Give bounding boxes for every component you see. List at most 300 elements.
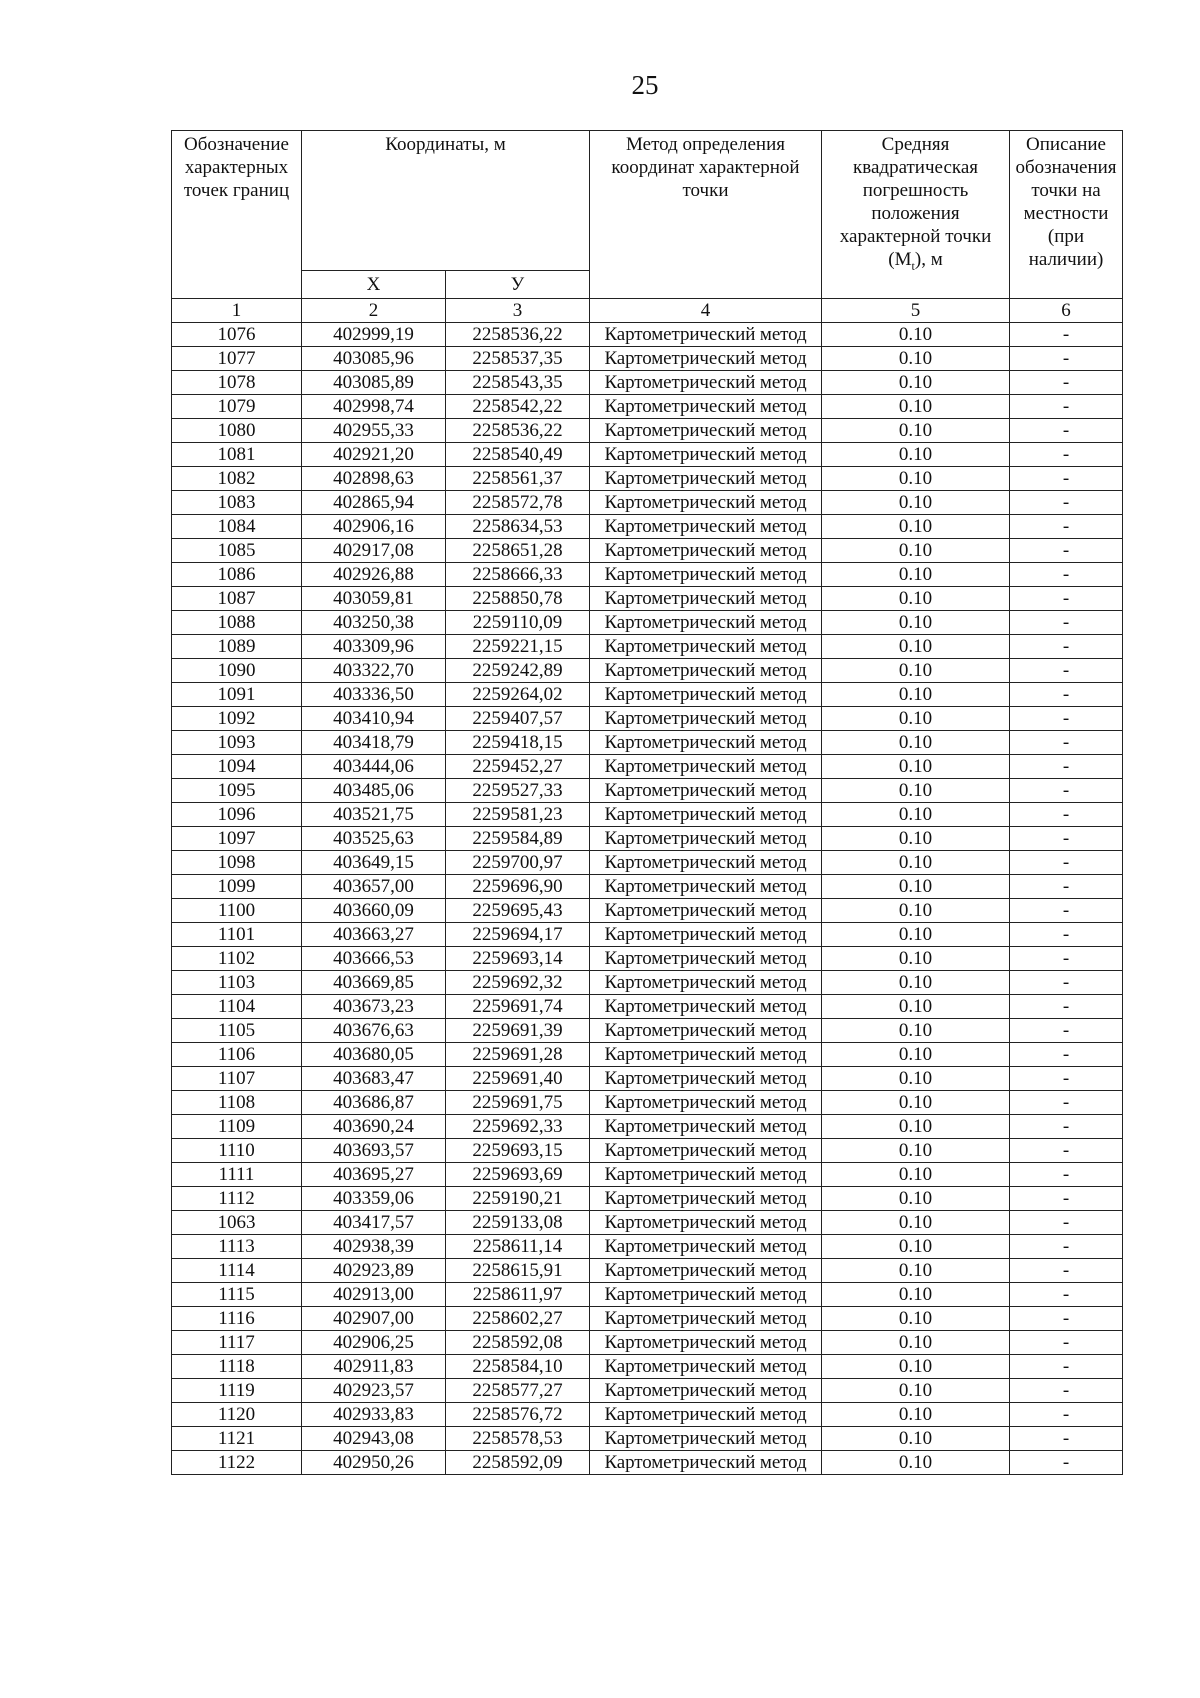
cell-description: - (1010, 971, 1123, 995)
cell-point-id: 1109 (172, 1115, 302, 1139)
cell-y: 2259691,74 (446, 995, 590, 1019)
cell-y: 2258611,97 (446, 1283, 590, 1307)
cell-x: 402907,00 (302, 1307, 446, 1331)
cell-x: 402955,33 (302, 419, 446, 443)
cell-mean-error: 0.10 (822, 707, 1010, 731)
cell-x: 403695,27 (302, 1163, 446, 1187)
cell-description: - (1010, 899, 1123, 923)
cell-method: Картометрический метод (590, 1043, 822, 1067)
cell-description: - (1010, 1427, 1123, 1451)
cell-method: Картометрический метод (590, 1235, 822, 1259)
table-row (172, 467, 1123, 491)
cell-point-id: 1088 (172, 611, 302, 635)
cell-mean-error: 0.10 (822, 971, 1010, 995)
table-row (172, 731, 1123, 755)
table-row (172, 491, 1123, 515)
cell-description: - (1010, 467, 1123, 491)
cell-mean-error: 0.10 (822, 731, 1010, 755)
header-mean-error-text: Средняя квадратическая погрешность положения характерной точки (M (839, 134, 992, 270)
cell-method: Картометрический метод (590, 587, 822, 611)
table-row (172, 323, 1123, 347)
table-row (172, 1355, 1123, 1379)
cell-description: - (1010, 395, 1123, 419)
cell-point-id: 1106 (172, 1043, 302, 1067)
cell-y: 2259693,69 (446, 1163, 590, 1187)
cell-x: 402923,89 (302, 1259, 446, 1283)
cell-method: Картометрический метод (590, 611, 822, 635)
cell-x: 402933,83 (302, 1403, 446, 1427)
cell-method: Картометрический метод (590, 1139, 822, 1163)
cell-description: - (1010, 443, 1123, 467)
cell-point-id: 1108 (172, 1091, 302, 1115)
cell-description: - (1010, 539, 1123, 563)
table-row (172, 1259, 1123, 1283)
cell-description: - (1010, 803, 1123, 827)
cell-point-id: 1111 (172, 1163, 302, 1187)
cell-method: Картометрический метод (590, 755, 822, 779)
cell-y: 2259700,97 (446, 851, 590, 875)
cell-x: 403322,70 (302, 659, 446, 683)
column-number: 1 (172, 299, 302, 323)
cell-method: Картометрический метод (590, 659, 822, 683)
cell-y: 2259584,89 (446, 827, 590, 851)
cell-y: 2258666,33 (446, 563, 590, 587)
header-y: У (446, 271, 590, 299)
cell-description: - (1010, 1235, 1123, 1259)
cell-mean-error: 0.10 (822, 947, 1010, 971)
cell-description: - (1010, 419, 1123, 443)
cell-description: - (1010, 371, 1123, 395)
cell-point-id: 1086 (172, 563, 302, 587)
cell-x: 403525,63 (302, 827, 446, 851)
cell-description: - (1010, 659, 1123, 683)
table-row (172, 683, 1123, 707)
cell-method: Картометрический метод (590, 1331, 822, 1355)
cell-description: - (1010, 1187, 1123, 1211)
cell-y: 2259691,39 (446, 1019, 590, 1043)
cell-method: Картометрический метод (590, 323, 822, 347)
cell-method: Картометрический метод (590, 347, 822, 371)
table-row (172, 899, 1123, 923)
cell-y: 2258615,91 (446, 1259, 590, 1283)
table-row (172, 1115, 1123, 1139)
cell-x: 402911,83 (302, 1355, 446, 1379)
cell-mean-error: 0.10 (822, 1331, 1010, 1355)
cell-mean-error: 0.10 (822, 1283, 1010, 1307)
cell-point-id: 1092 (172, 707, 302, 731)
table-row (172, 923, 1123, 947)
column-number: 5 (822, 299, 1010, 323)
cell-point-id: 1101 (172, 923, 302, 947)
cell-description: - (1010, 635, 1123, 659)
cell-mean-error: 0.10 (822, 1091, 1010, 1115)
cell-point-id: 1122 (172, 1451, 302, 1475)
table-row (172, 347, 1123, 371)
table-row (172, 419, 1123, 443)
cell-method: Картометрический метод (590, 1427, 822, 1451)
cell-point-id: 1094 (172, 755, 302, 779)
cell-method: Картометрический метод (590, 1283, 822, 1307)
cell-y: 2259242,89 (446, 659, 590, 683)
cell-point-id: 1089 (172, 635, 302, 659)
table-row (172, 611, 1123, 635)
table-row (172, 1379, 1123, 1403)
cell-mean-error: 0.10 (822, 443, 1010, 467)
table-row (172, 779, 1123, 803)
table-row (172, 539, 1123, 563)
cell-mean-error: 0.10 (822, 1307, 1010, 1331)
cell-y: 2258602,27 (446, 1307, 590, 1331)
cell-point-id: 1093 (172, 731, 302, 755)
cell-x: 403693,57 (302, 1139, 446, 1163)
cell-description: - (1010, 347, 1123, 371)
table-row (172, 947, 1123, 971)
cell-mean-error: 0.10 (822, 635, 1010, 659)
cell-x: 403690,24 (302, 1115, 446, 1139)
cell-method: Картометрический метод (590, 683, 822, 707)
cell-y: 2258536,22 (446, 323, 590, 347)
cell-point-id: 1083 (172, 491, 302, 515)
cell-point-id: 1112 (172, 1187, 302, 1211)
cell-y: 2259452,27 (446, 755, 590, 779)
cell-method: Картометрический метод (590, 1355, 822, 1379)
cell-x: 403673,23 (302, 995, 446, 1019)
cell-point-id: 1114 (172, 1259, 302, 1283)
cell-x: 403660,09 (302, 899, 446, 923)
table-row (172, 1235, 1123, 1259)
cell-y: 2258572,78 (446, 491, 590, 515)
table-row (172, 587, 1123, 611)
cell-description: - (1010, 611, 1123, 635)
cell-description: - (1010, 515, 1123, 539)
cell-mean-error: 0.10 (822, 515, 1010, 539)
table-row (172, 827, 1123, 851)
cell-x: 403666,53 (302, 947, 446, 971)
cell-x: 402898,63 (302, 467, 446, 491)
cell-method: Картометрический метод (590, 419, 822, 443)
cell-method: Картометрический метод (590, 539, 822, 563)
cell-x: 402938,39 (302, 1235, 446, 1259)
cell-x: 403418,79 (302, 731, 446, 755)
page-number: 25 (631, 70, 659, 100)
cell-method: Картометрический метод (590, 923, 822, 947)
cell-description: - (1010, 1403, 1123, 1427)
cell-method: Картометрический метод (590, 803, 822, 827)
table-row (172, 515, 1123, 539)
cell-description: - (1010, 1115, 1123, 1139)
cell-point-id: 1081 (172, 443, 302, 467)
header-method: Метод определения координат характерной точки (590, 131, 822, 299)
header-description: Описание обозначения точки на местности (при наличии) (1010, 131, 1123, 299)
table-row (172, 1187, 1123, 1211)
cell-y: 2258540,49 (446, 443, 590, 467)
cell-description: - (1010, 1043, 1123, 1067)
table-row (172, 1307, 1123, 1331)
cell-x: 403521,75 (302, 803, 446, 827)
table-row (172, 1043, 1123, 1067)
table-body (172, 323, 1123, 1475)
cell-x: 402926,88 (302, 563, 446, 587)
cell-method: Картометрический метод (590, 899, 822, 923)
cell-description: - (1010, 683, 1123, 707)
cell-x: 403359,06 (302, 1187, 446, 1211)
header-x: Х (302, 271, 446, 299)
cell-x: 402998,74 (302, 395, 446, 419)
cell-description: - (1010, 827, 1123, 851)
cell-method: Картометрический метод (590, 1259, 822, 1283)
cell-point-id: 1096 (172, 803, 302, 827)
cell-point-id: 1098 (172, 851, 302, 875)
cell-method: Картометрический метод (590, 1067, 822, 1091)
cell-point-id: 1121 (172, 1427, 302, 1451)
cell-x: 403657,00 (302, 875, 446, 899)
cell-description: - (1010, 1379, 1123, 1403)
cell-method: Картометрический метод (590, 395, 822, 419)
cell-description: - (1010, 707, 1123, 731)
cell-method: Картометрический метод (590, 995, 822, 1019)
cell-x: 403676,63 (302, 1019, 446, 1043)
cell-y: 2259133,08 (446, 1211, 590, 1235)
cell-description: - (1010, 923, 1123, 947)
cell-method: Картометрический метод (590, 875, 822, 899)
cell-y: 2258536,22 (446, 419, 590, 443)
cell-description: - (1010, 851, 1123, 875)
cell-mean-error: 0.10 (822, 467, 1010, 491)
cell-x: 403649,15 (302, 851, 446, 875)
cell-method: Картометрический метод (590, 827, 822, 851)
cell-x: 402865,94 (302, 491, 446, 515)
cell-x: 402950,26 (302, 1451, 446, 1475)
table-row (172, 707, 1123, 731)
cell-description: - (1010, 1163, 1123, 1187)
cell-point-id: 1082 (172, 467, 302, 491)
header-point-designation: Обозначение характерных точек границ (172, 131, 302, 299)
cell-description: - (1010, 1211, 1123, 1235)
cell-method: Картометрический метод (590, 1163, 822, 1187)
cell-mean-error: 0.10 (822, 1115, 1010, 1139)
coordinates-table (171, 130, 1123, 1475)
cell-method: Картометрический метод (590, 1403, 822, 1427)
cell-description: - (1010, 563, 1123, 587)
cell-method: Картометрический метод (590, 635, 822, 659)
header-mean-error (822, 131, 1010, 299)
cell-x: 403410,94 (302, 707, 446, 731)
cell-mean-error: 0.10 (822, 995, 1010, 1019)
cell-point-id: 1103 (172, 971, 302, 995)
cell-point-id: 1113 (172, 1235, 302, 1259)
cell-description: - (1010, 323, 1123, 347)
cell-point-id: 1095 (172, 779, 302, 803)
cell-mean-error: 0.10 (822, 1163, 1010, 1187)
cell-description: - (1010, 1067, 1123, 1091)
cell-y: 2259418,15 (446, 731, 590, 755)
cell-method: Картометрический метод (590, 779, 822, 803)
cell-method: Картометрический метод (590, 515, 822, 539)
cell-point-id: 1105 (172, 1019, 302, 1043)
cell-mean-error: 0.10 (822, 1403, 1010, 1427)
table-row (172, 443, 1123, 467)
table-row (172, 851, 1123, 875)
cell-mean-error: 0.10 (822, 779, 1010, 803)
cell-x: 403250,38 (302, 611, 446, 635)
cell-description: - (1010, 1283, 1123, 1307)
cell-y: 2258584,10 (446, 1355, 590, 1379)
cell-x: 403085,96 (302, 347, 446, 371)
cell-y: 2258561,37 (446, 467, 590, 491)
cell-method: Картометрический метод (590, 707, 822, 731)
cell-mean-error: 0.10 (822, 1379, 1010, 1403)
cell-point-id: 1079 (172, 395, 302, 419)
column-number: 6 (1010, 299, 1123, 323)
cell-point-id: 1076 (172, 323, 302, 347)
cell-y: 2259110,09 (446, 611, 590, 635)
cell-mean-error: 0.10 (822, 491, 1010, 515)
cell-x: 403085,89 (302, 371, 446, 395)
header-coordinates: Координаты, м (302, 131, 590, 271)
cell-description: - (1010, 1259, 1123, 1283)
table-row (172, 803, 1123, 827)
cell-description: - (1010, 1139, 1123, 1163)
cell-mean-error: 0.10 (822, 419, 1010, 443)
cell-mean-error: 0.10 (822, 1355, 1010, 1379)
cell-description: - (1010, 875, 1123, 899)
cell-description: - (1010, 1091, 1123, 1115)
cell-point-id: 1091 (172, 683, 302, 707)
table-row (172, 1067, 1123, 1091)
cell-y: 2259691,75 (446, 1091, 590, 1115)
cell-y: 2259581,23 (446, 803, 590, 827)
cell-y: 2259692,33 (446, 1115, 590, 1139)
cell-x: 403680,05 (302, 1043, 446, 1067)
cell-point-id: 1078 (172, 371, 302, 395)
cell-x: 403485,06 (302, 779, 446, 803)
cell-mean-error: 0.10 (822, 899, 1010, 923)
cell-mean-error: 0.10 (822, 1211, 1010, 1235)
cell-x: 402917,08 (302, 539, 446, 563)
header-mean-error-unit: ), м (914, 249, 943, 270)
cell-y: 2258576,72 (446, 1403, 590, 1427)
table-row (172, 371, 1123, 395)
table-row (172, 1139, 1123, 1163)
cell-mean-error: 0.10 (822, 1259, 1010, 1283)
cell-method: Картометрический метод (590, 947, 822, 971)
cell-y: 2259696,90 (446, 875, 590, 899)
cell-y: 2259695,43 (446, 899, 590, 923)
cell-y: 2259692,32 (446, 971, 590, 995)
cell-point-id: 1119 (172, 1379, 302, 1403)
cell-x: 403336,50 (302, 683, 446, 707)
cell-point-id: 1110 (172, 1139, 302, 1163)
table-row (172, 1427, 1123, 1451)
table-row (172, 1331, 1123, 1355)
cell-x: 403309,96 (302, 635, 446, 659)
cell-mean-error: 0.10 (822, 1235, 1010, 1259)
table-row (172, 1019, 1123, 1043)
cell-y: 2258611,14 (446, 1235, 590, 1259)
cell-method: Картометрический метод (590, 851, 822, 875)
cell-point-id: 1120 (172, 1403, 302, 1427)
cell-method: Картометрический метод (590, 1187, 822, 1211)
cell-method: Картометрический метод (590, 563, 822, 587)
cell-y: 2259694,17 (446, 923, 590, 947)
cell-mean-error: 0.10 (822, 659, 1010, 683)
column-number: 2 (302, 299, 446, 323)
cell-description: - (1010, 995, 1123, 1019)
cell-y: 2258592,08 (446, 1331, 590, 1355)
table-row (172, 659, 1123, 683)
table-row (172, 563, 1123, 587)
cell-description: - (1010, 1307, 1123, 1331)
cell-y: 2259691,28 (446, 1043, 590, 1067)
cell-mean-error: 0.10 (822, 347, 1010, 371)
table-row (172, 971, 1123, 995)
cell-mean-error: 0.10 (822, 371, 1010, 395)
cell-mean-error: 0.10 (822, 587, 1010, 611)
cell-x: 402943,08 (302, 1427, 446, 1451)
cell-description: - (1010, 1355, 1123, 1379)
cell-y: 2258850,78 (446, 587, 590, 611)
cell-y: 2258542,22 (446, 395, 590, 419)
table-row (172, 1211, 1123, 1235)
cell-description: - (1010, 1331, 1123, 1355)
cell-point-id: 1085 (172, 539, 302, 563)
cell-point-id: 1116 (172, 1307, 302, 1331)
cell-y: 2258592,09 (446, 1451, 590, 1475)
cell-method: Картометрический метод (590, 371, 822, 395)
cell-mean-error: 0.10 (822, 1427, 1010, 1451)
cell-point-id: 1117 (172, 1331, 302, 1355)
cell-point-id: 1099 (172, 875, 302, 899)
cell-mean-error: 0.10 (822, 1139, 1010, 1163)
cell-mean-error: 0.10 (822, 683, 1010, 707)
cell-point-id: 1090 (172, 659, 302, 683)
cell-method: Картометрический метод (590, 467, 822, 491)
cell-point-id: 1084 (172, 515, 302, 539)
cell-point-id: 1104 (172, 995, 302, 1019)
cell-description: - (1010, 755, 1123, 779)
cell-y: 2258634,53 (446, 515, 590, 539)
table-row (172, 1283, 1123, 1307)
cell-mean-error: 0.10 (822, 803, 1010, 827)
cell-point-id: 1077 (172, 347, 302, 371)
cell-method: Картометрический метод (590, 443, 822, 467)
cell-method: Картометрический метод (590, 1019, 822, 1043)
table-row (172, 635, 1123, 659)
cell-method: Картометрический метод (590, 1091, 822, 1115)
cell-method: Картометрический метод (590, 1211, 822, 1235)
cell-mean-error: 0.10 (822, 827, 1010, 851)
cell-description: - (1010, 587, 1123, 611)
cell-y: 2259221,15 (446, 635, 590, 659)
table-header (172, 131, 1123, 323)
cell-point-id: 1080 (172, 419, 302, 443)
cell-method: Картометрический метод (590, 1379, 822, 1403)
cell-mean-error: 0.10 (822, 1043, 1010, 1067)
cell-description: - (1010, 779, 1123, 803)
cell-y: 2259527,33 (446, 779, 590, 803)
cell-description: - (1010, 947, 1123, 971)
cell-x: 403417,57 (302, 1211, 446, 1235)
cell-mean-error: 0.10 (822, 563, 1010, 587)
header-mean-error-subscript: t (911, 258, 915, 273)
table-row (172, 995, 1123, 1019)
cell-point-id: 1097 (172, 827, 302, 851)
column-number: 3 (446, 299, 590, 323)
cell-y: 2259407,57 (446, 707, 590, 731)
cell-point-id: 1063 (172, 1211, 302, 1235)
cell-mean-error: 0.10 (822, 851, 1010, 875)
cell-mean-error: 0.10 (822, 1067, 1010, 1091)
